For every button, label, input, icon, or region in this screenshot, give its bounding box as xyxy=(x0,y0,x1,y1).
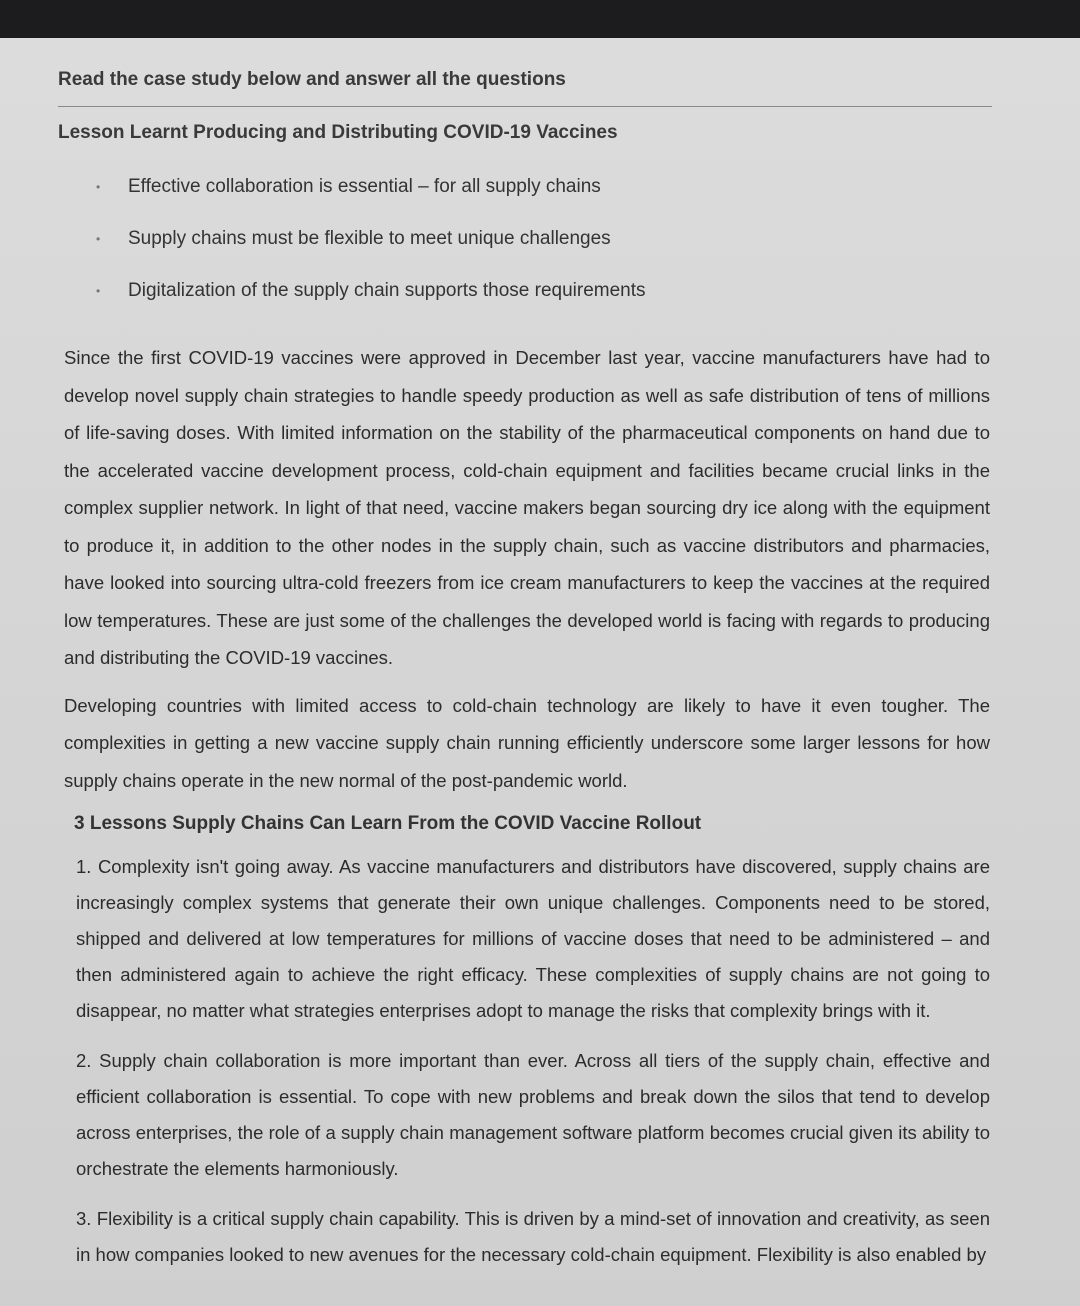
list-item xyxy=(58,265,990,317)
bullet-icon: • xyxy=(96,232,101,246)
bullet-icon: • xyxy=(96,284,101,298)
instruction-heading: Read the case study below and answer all the questions xyxy=(58,69,566,90)
bullet-text: Effective collaboration is essential – for all supply chains xyxy=(128,176,601,197)
document-screen xyxy=(0,38,1080,1306)
lessons-list xyxy=(58,849,990,1273)
case-study-title: Lesson Learnt Producing and Distributing COVID-19 Vaccines xyxy=(58,122,618,143)
bullet-text: Supply chains must be flexible to meet unique challenges xyxy=(128,228,611,249)
lesson-item: 2. Supply chain collaboration is more important than ever. Across all tiers of the supply chain, effective and efficient collaboration is essential. To cope with new problems and break down the silos that tend to develop across enterprises, the role of a supply chain management software platform becomes crucial given its ability to orchestrate the elements harmoniously. xyxy=(76,1050,990,1179)
bullet-icon: • xyxy=(96,180,101,194)
intro-paragraph: Since the first COVID-19 vaccines were approved in December last year, vaccine manufacturers have had to develop novel supply chain strategies to handle speedy production as well as safe distribution of tens of millions of life-saving doses. With limited information on the stability of the pharmaceutical components on hand due to the accelerated vaccine development process, cold-chain equipment and facilities became crucial links in the complex supplier network. In light of that need, vaccine makers began sourcing dry ice along with the equipment to produce it, in addition to the other nodes in the supply chain, such as vaccine distributors and pharmacies, have looked into sourcing ultra-cold freezers from ice cream manufacturers to keep the vaccines at the required low temperatures. These are just some of the challenges the developed world is facing with regards to producing and distributing the COVID-19 vaccines. xyxy=(64,347,990,668)
bullet-text: Digitalization of the supply chain supports those requirements xyxy=(128,280,646,301)
list-item xyxy=(58,213,990,265)
lessons-subheading: 3 Lessons Supply Chains Can Learn From the COVID Vaccine Rollout xyxy=(74,813,702,834)
case-study-document xyxy=(58,66,990,1287)
key-points-list xyxy=(58,161,990,317)
list-item xyxy=(58,161,990,213)
lesson-item: 1. Complexity isn't going away. As vaccine manufacturers and distributors have discovered, supply chains are increasingly complex systems that generate their own unique challenges. Components need to be stored, shipped and delivered at low temperatures for millions of vaccine doses that need to be administered – and then administered again to achieve the right efficacy. These complexities of supply chains are not going to disappear, no matter what strategies enterprises adopt to manage the risks that complexity brings with it. xyxy=(76,856,990,1021)
developing-countries-paragraph: Developing countries with limited access to cold-chain technology are likely to have it even tougher. The complexities in getting a new vaccine supply chain running efficiently underscore some larger lessons for how supply chains operate in the new normal of the post-pandemic world. xyxy=(64,694,990,791)
lesson-item: 3. Flexibility is a critical supply chain capability. This is driven by a mind-set of innovation and creativity, as seen in how companies looked to new avenues for the necessary cold-chain equipment. Flexibility is also enabled by xyxy=(76,1208,990,1265)
section-divider xyxy=(58,106,992,107)
monitor-bezel xyxy=(0,0,1080,38)
